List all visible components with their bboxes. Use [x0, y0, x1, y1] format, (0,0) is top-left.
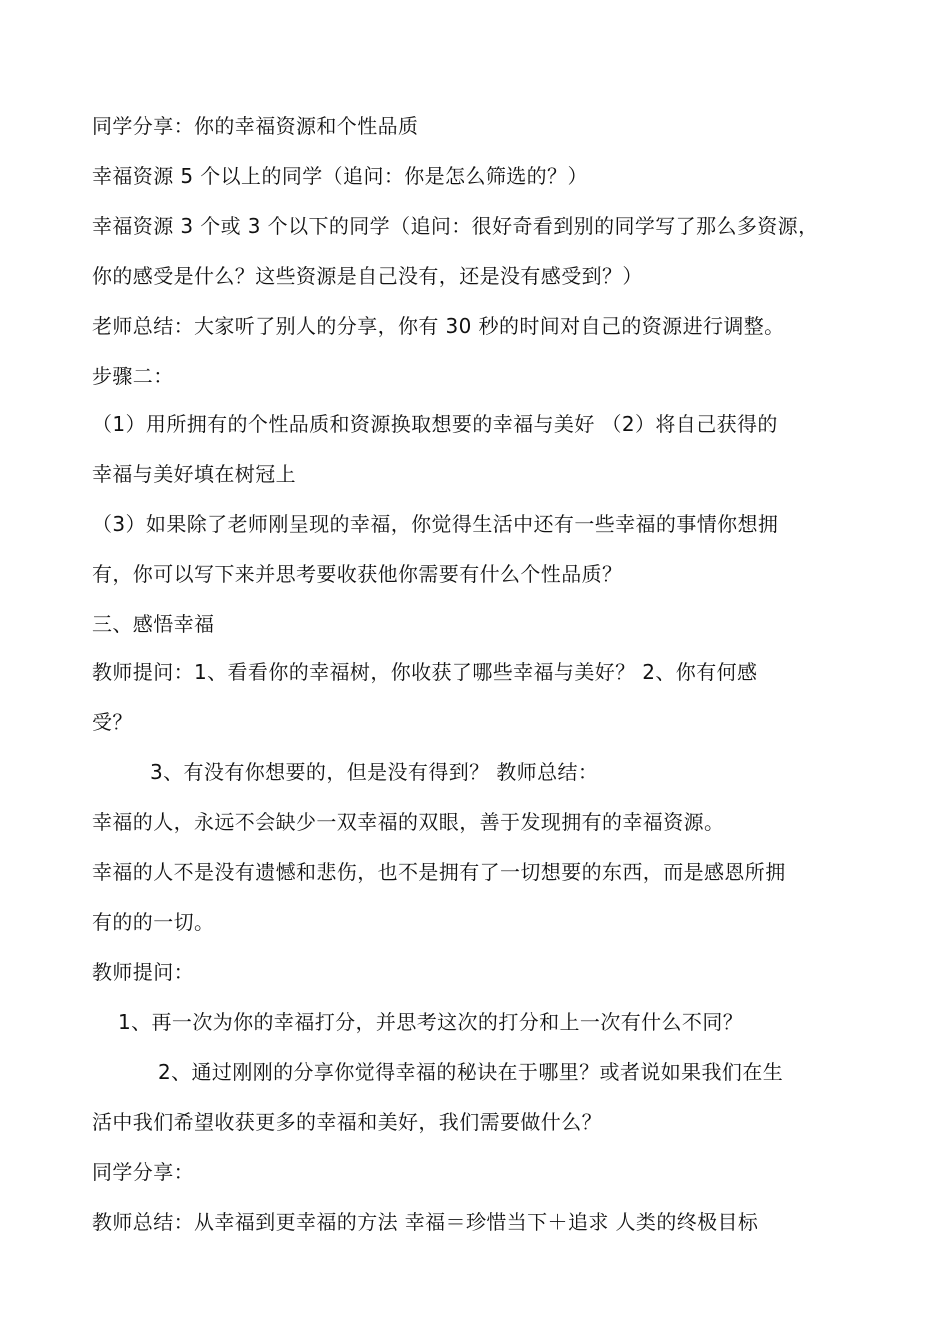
text-line-7: （1）用所拥有的个性品质和资源换取想要的幸福与美好 （2）将自己获得的	[92, 412, 778, 436]
text-line-22: 同学分享：	[92, 1160, 194, 1184]
text-line-12: 教师提问：1、看看你的幸福树，你收获了哪些幸福与美好？ 2、你有何感	[92, 660, 758, 684]
section-heading-three: 三、感悟幸福	[92, 612, 215, 636]
text-line-23: 教师总结：从幸福到更幸福的方法 幸福＝珍惜当下＋追求 人类的终极目标	[92, 1210, 759, 1234]
text-line-16: 幸福的人不是没有遗憾和悲伤，也不是拥有了一切想要的东西，而是感恩所拥	[92, 860, 786, 884]
text-line-5: 老师总结：大家听了别人的分享，你有 30 秒的时间对自己的资源进行调整。	[92, 314, 785, 338]
text-line-20: 2、通过刚刚的分享你觉得幸福的秘诀在于哪里？或者说如果我们在生	[158, 1060, 784, 1084]
text-line-4: 你的感受是什么？这些资源是自己没有，还是没有感受到？）	[92, 264, 643, 288]
text-line-21: 活中我们希望收获更多的幸福和美好，我们需要做什么？	[92, 1110, 602, 1134]
text-line-13: 受？	[92, 710, 133, 734]
text-line-15: 幸福的人，永远不会缺少一双幸福的双眼，善于发现拥有的幸福资源。	[92, 810, 725, 834]
text-line-8: 幸福与美好填在树冠上	[92, 462, 296, 486]
text-line-19: 1、再一次为你的幸福打分，并思考这次的打分和上一次有什么不同？	[118, 1010, 744, 1034]
text-line-3: 幸福资源 3 个或 3 个以下的同学（追问：很好奇看到别的同学写了那么多资源，	[92, 214, 819, 238]
text-line-9: （3）如果除了老师刚呈现的幸福，你觉得生活中还有一些幸福的事情你想拥	[92, 512, 779, 536]
text-line-18: 教师提问：	[92, 960, 194, 984]
section-heading-step-two: 步骤二：	[92, 364, 174, 388]
text-line-17: 有的的一切。	[92, 910, 215, 934]
text-line-10: 有，你可以写下来并思考要收获他你需要有什么个性品质？	[92, 562, 623, 586]
text-line-2: 幸福资源 5 个以上的同学（追问：你是怎么筛选的？）	[92, 164, 588, 188]
text-line-14: 3、有没有你想要的，但是没有得到？ 教师总结：	[150, 760, 599, 784]
text-line-1: 同学分享：你的幸福资源和个性品质	[92, 114, 419, 138]
